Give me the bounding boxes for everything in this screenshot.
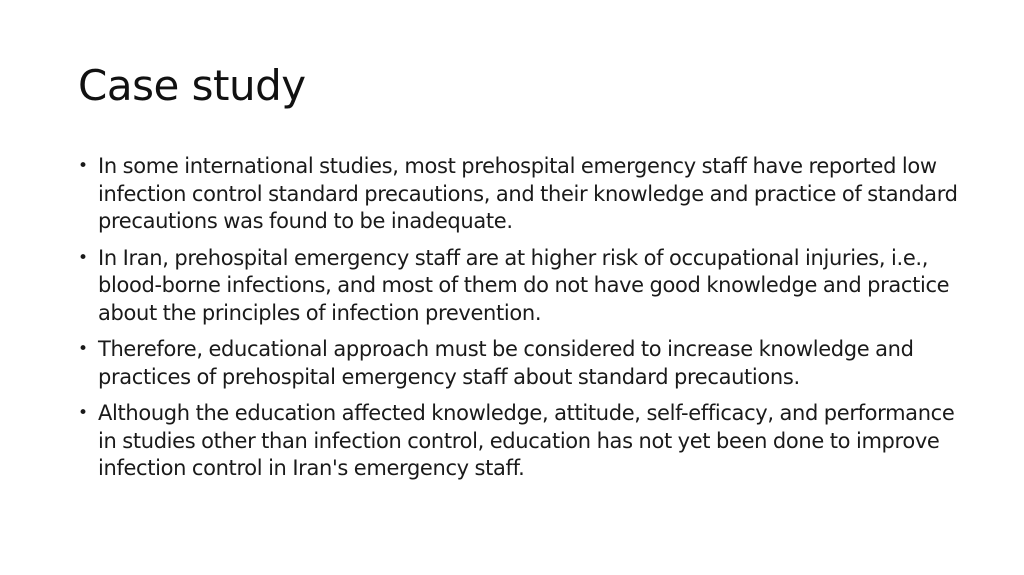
bullet-item — [78, 153, 958, 236]
bullet-text: Therefore, educational approach must be considered to increase knowledge and practices of prehospital emergency staff about standard precautions. — [98, 337, 914, 389]
bullet-text: In some international studies, most prehospital emergency staff have reported low infection control standard precautions, and their knowledge and practice of standard precautions was found to be inadequate. — [98, 154, 958, 233]
bullet-icon: • — [78, 247, 88, 268]
bullet-icon: • — [78, 403, 88, 423]
bullet-icon: • — [78, 339, 88, 359]
bullet-item — [78, 336, 958, 391]
bullet-list — [78, 153, 958, 492]
bullet-item — [78, 400, 958, 483]
slide-title: Case study — [78, 61, 306, 110]
bullet-text: Although the education affected knowledge, attitude, self-efficacy, and performance in studies other than infection control, education has not yet been done to improve infection control in Iran's emergency staff. — [98, 401, 955, 480]
bullet-icon: • — [78, 156, 88, 176]
bullet-item — [78, 245, 958, 328]
bullet-text: In Iran, prehospital emergency staff are at higher risk of occupational injuries, i.e., blood-borne infections, and most of them do not have good knowledge and practice about the principles of infection prevention. — [98, 245, 950, 325]
